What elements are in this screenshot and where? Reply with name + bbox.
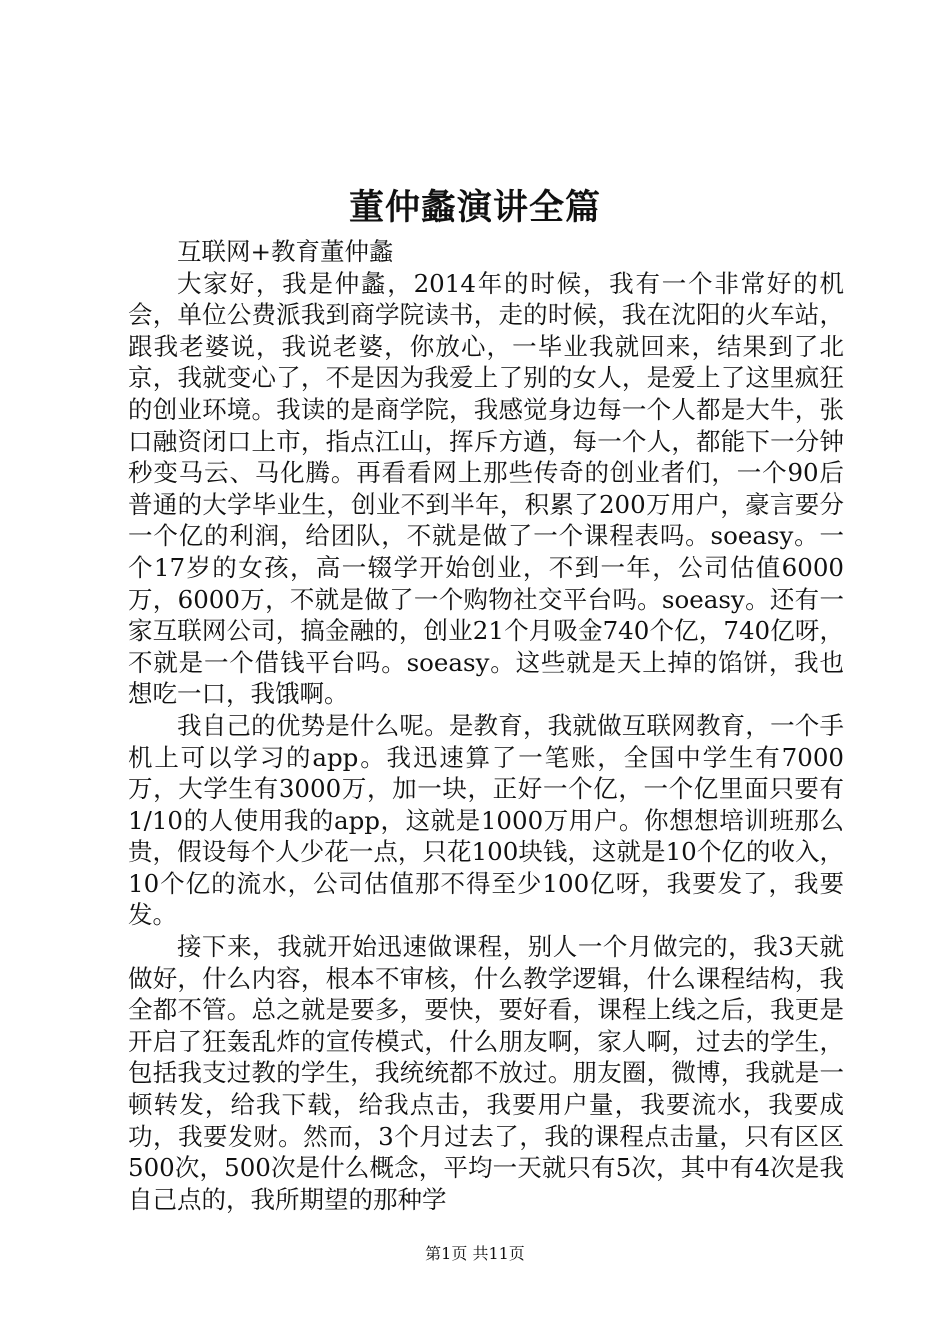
page-title: 董仲蠡演讲全篇 xyxy=(348,187,601,228)
paragraph: 大家好，我是仲蠡，2014年的时候，我有一个非常好的机会，单位公费派我到商学院读书，走的时候，我在沈阳的火车站，跟我老婆说，我说老婆，你放心，一毕业我就回来，结果到了北京，我就变心了，不是因为我爱上了别的女人，是爱上了这里疯狂的创业环境。我读的是商学院，我感觉身边每一个人都是大牛，张口融资闭口上市，指点江山，挥斥方遒，每一个人，都能下一分钟秒变马云、马化腾。再看看网上那些传奇的创业者们，一个90后普通的大学毕业生，创业不到半年，积累了200万用户，豪言要分一个亿的利润，给团队，不就是做了一个课程表吗。soeasy。一个17岁的女孩，高一辍学开始创业，不到一年，公司估值6000万，6000万，不就是做了一个购物社交平台吗。soeasy。还有一家互联网公司，搞金融的，创业21个月吸金740个亿，740亿呀，不就是一个借钱平台吗。soeasy。这些就是天上掉的馅饼，我也想吃一口，我饿啊。 xyxy=(128,268,844,709)
document-body xyxy=(128,236,844,1215)
page-footer: 第1页 共11页 xyxy=(425,1244,525,1263)
paragraph-subtitle: 互联网+教育董仲蠡 xyxy=(177,237,394,266)
paragraph: 我自己的优势是什么呢。是教育，我就做互联网教育，一个手机上可以学习的app。我迅速算了一笔账，全国中学生有7000万，大学生有3000万，加一块，正好一个亿，一个亿里面只要有1/10的人使用我的app，这就是1000万用户。你想想培训班那么贵，假设每个人少花一点，只花100块钱，这就是10个亿的收入，10个亿的流水，公司估值那不得至少100亿呀，我要发了，我要发。 xyxy=(128,710,844,930)
paragraph: 接下来，我就开始迅速做课程，别人一个月做完的，我3天就做好，什么内容，根本不审核，什么教学逻辑，什么课程结构，我全都不管。总之就是要多，要快，要好看，课程上线之后，我更是开启了狂轰乱炸的宣传模式，什么朋友啊，家人啊，过去的学生，包括我支过教的学生，我统统都不放过。朋友圈，微博，我就是一顿转发，给我下载，给我点击，我要用户量，我要流水，我要成功，我要发财。然而，3个月过去了，我的课程点击量，只有区区500次，500次是什么概念，平均一天就只有5次，其中有4次是我自己点的，我所期望的那种学 xyxy=(128,932,844,1214)
